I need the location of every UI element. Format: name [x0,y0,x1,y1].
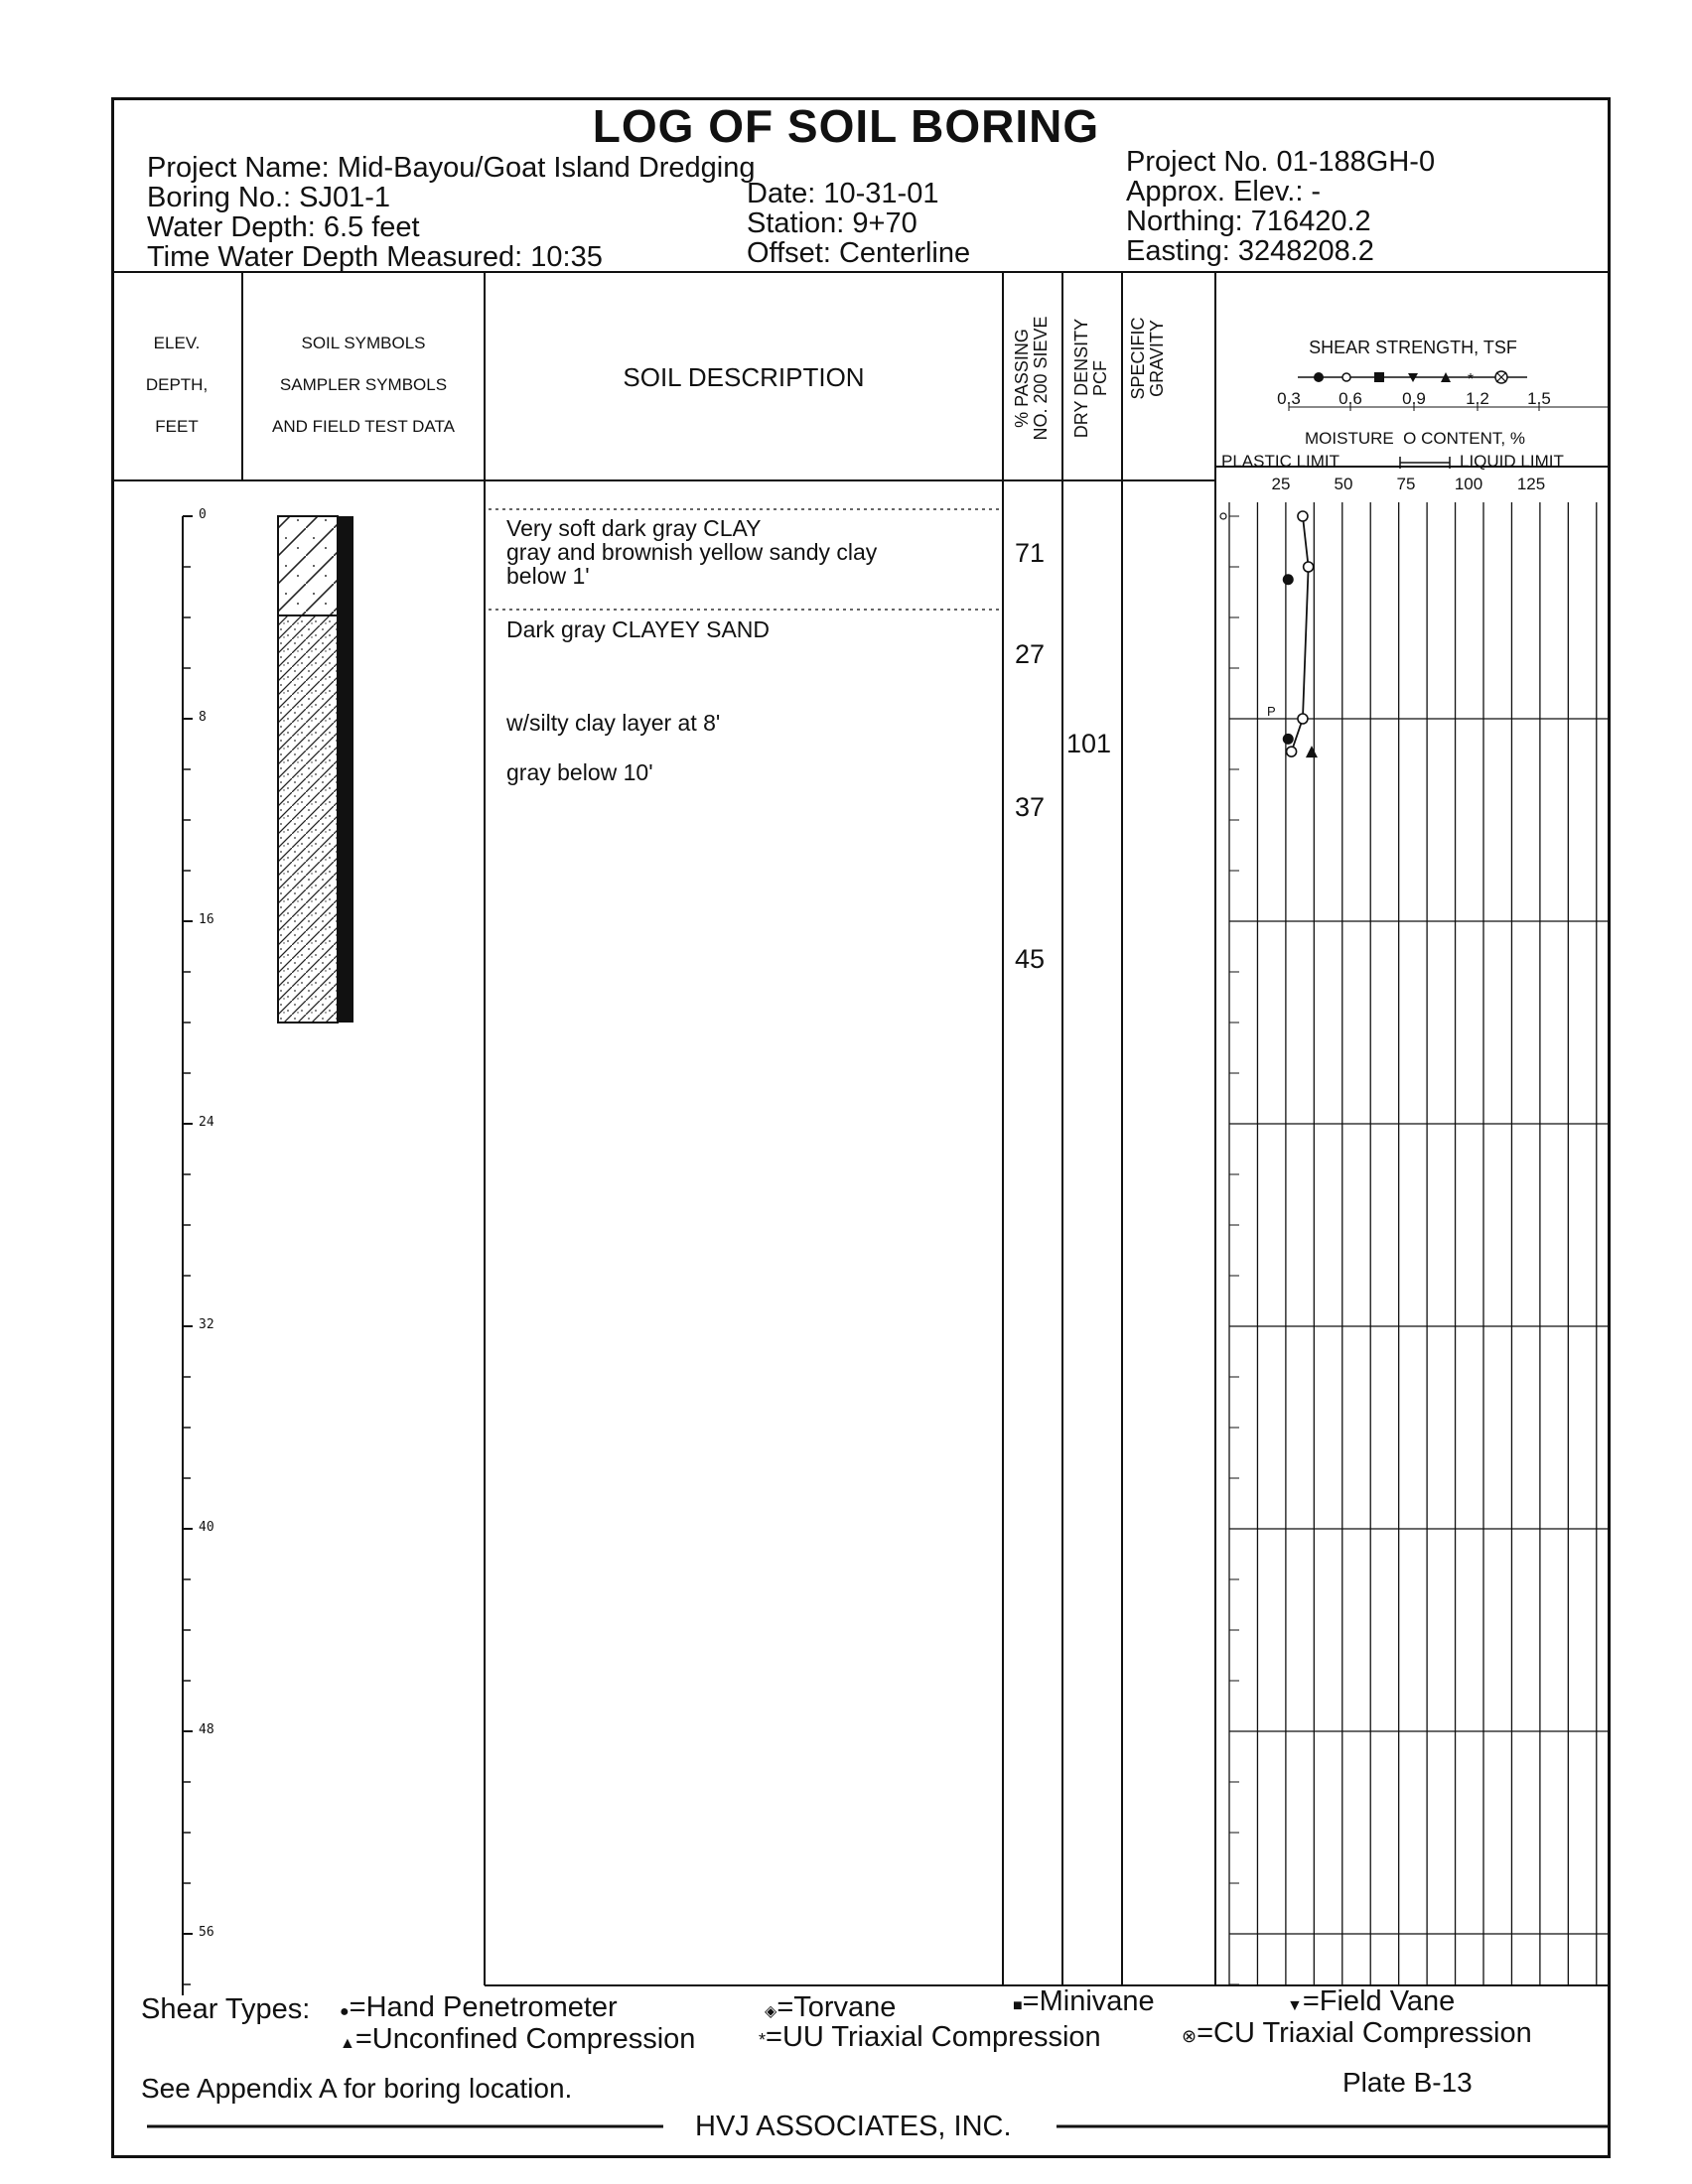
passing-value: 37 [1015,792,1046,822]
moisture-content-point [1298,511,1308,521]
passing-value: 27 [1015,639,1046,669]
soil-description: gray below 10' [506,759,653,785]
shear-strength-title: SHEAR STRENGTH, TSF [1309,338,1517,357]
plate-number: Plate B-13 [1342,2067,1473,2098]
cu-triaxial-icon: ⊗ [1182,2026,1198,2046]
col-description-header: SOIL DESCRIPTION [623,362,865,392]
chart-marks [1220,511,1318,757]
moisture-tick-label: 50 [1334,475,1353,493]
legend-hand-penetrometer: ●=Hand Penetrometer [340,1991,618,2023]
northing: Northing: 716420.2 [1126,205,1371,237]
moisture-tick-label: 25 [1271,475,1291,493]
moisture-tick-label: 100 [1454,475,1483,493]
dry-density-value: 101 [1066,729,1112,758]
water-depth: Water Depth: 6.5 feet [147,211,420,243]
liquid-limit-label: LIQUID LIMIT [1460,452,1564,471]
moisture-content-point [1287,747,1297,756]
soil-description: Dark gray CLAYEY SAND [506,616,771,642]
depth-label: 24 [199,1115,214,1130]
shear-tick-label: 1.2 [1466,389,1489,408]
plastic-limit-label: PLASTIC LIMIT [1221,452,1340,471]
moisture-content-point [1298,714,1308,724]
shear-legend-strip [1298,371,1527,388]
page-title: LOG OF SOIL BORING [592,100,1100,152]
uu-triaxial-icon: * [759,2030,767,2050]
hand-penetrometer-icon: ● [340,2003,350,2020]
station: Station: 9+70 [747,207,917,239]
boring-no: Boring No.: SJ01-1 [147,182,391,213]
col-passing-header: % PASSING NO. 200 SIEVE [1012,316,1051,441]
shear-tick-label: 1.5 [1527,389,1551,408]
col-elev-header: ELEV. DEPTH, FEET [145,334,209,436]
hand-penetrometer-point [1283,574,1294,585]
easting: Easting: 3248208.2 [1126,235,1374,267]
passing-value: 71 [1015,538,1046,568]
torvane-icon: ◈ [765,2003,777,2020]
soil-symbol-column [278,516,353,1023]
offset: Offset: Centerline [747,237,971,269]
date: Date: 10-31-01 [747,178,939,209]
appendix-note: See Appendix A for boring location. [141,2073,573,2104]
moisture-shear-grid [1229,502,1611,1985]
shear-tick-label: 0.6 [1339,389,1362,408]
col-symbols-header: SOIL SYMBOLS SAMPLER SYMBOLS AND FIELD TEST DATA [272,334,455,436]
plastic-marker: P [1267,704,1276,719]
col-gravity-header: SPECIFIC GRAVITY [1128,317,1167,400]
shear-types-label: Shear Types: [141,1993,311,2025]
soil-description: gray and brownish yellow sandy clay [506,539,878,565]
passing-value: 45 [1015,944,1046,974]
legend-unconfined-compression: ▲=Unconfined Compression [340,2023,696,2055]
company-name: HVJ ASSOCIATES, INC. [695,2111,1012,2142]
col-density-header: DRY DENSITY PCF [1071,318,1110,439]
depth-label: 56 [199,1925,214,1940]
field-vane-icon: ▼ [1287,1997,1303,2014]
legend-field-vane: ▼=Field Vane [1287,1985,1456,2017]
depth-axis [183,516,193,1995]
shear-tick-label: 0.9 [1402,389,1426,408]
unconfined-compression-point [1306,746,1318,757]
legend-minivane: ■=Minivane [1013,1985,1155,2017]
legend-torvane: ◈=Torvane [765,1991,897,2023]
moisture-tick-label: 75 [1396,475,1416,493]
depth-label: 8 [199,710,207,725]
project-name: Project Name: Mid-Bayou/Goat Island Dredging [147,152,756,184]
depth-label: 40 [199,1520,214,1535]
moisture-content-point [1304,562,1314,572]
soil-description: below 1' [506,563,590,589]
depth-label: 16 [199,912,214,927]
soil-description: w/silty clay layer at 8' [506,710,721,736]
svg-text:*: * [1467,371,1475,388]
minivane-icon: ■ [1013,1997,1023,2014]
approx-elev: Approx. Elev.: - [1126,176,1322,207]
moisture-content-label: MOISTURE O CONTENT, % [1305,429,1525,448]
shear-tick-label: 0.3 [1277,389,1301,408]
time-water-depth-measured: Time Water Depth Measured: 10:35 [147,241,603,273]
soil-description: Very soft dark gray CLAY [506,515,762,541]
depth-label: 32 [199,1317,214,1332]
depth-label: 48 [199,1722,214,1737]
project-no: Project No. 01-188GH-0 [1126,146,1436,178]
origin-marker [1220,513,1226,519]
unconfined-compression-icon: ▲ [340,2035,355,2052]
legend-cu-triaxial: ⊗=CU Triaxial Compression [1182,2017,1532,2049]
hand-penetrometer-point [1283,734,1294,745]
moisture-tick-label: 125 [1516,475,1546,493]
depth-label: 0 [199,507,207,522]
legend-uu-triaxial: *=UU Triaxial Compression [759,2021,1101,2053]
